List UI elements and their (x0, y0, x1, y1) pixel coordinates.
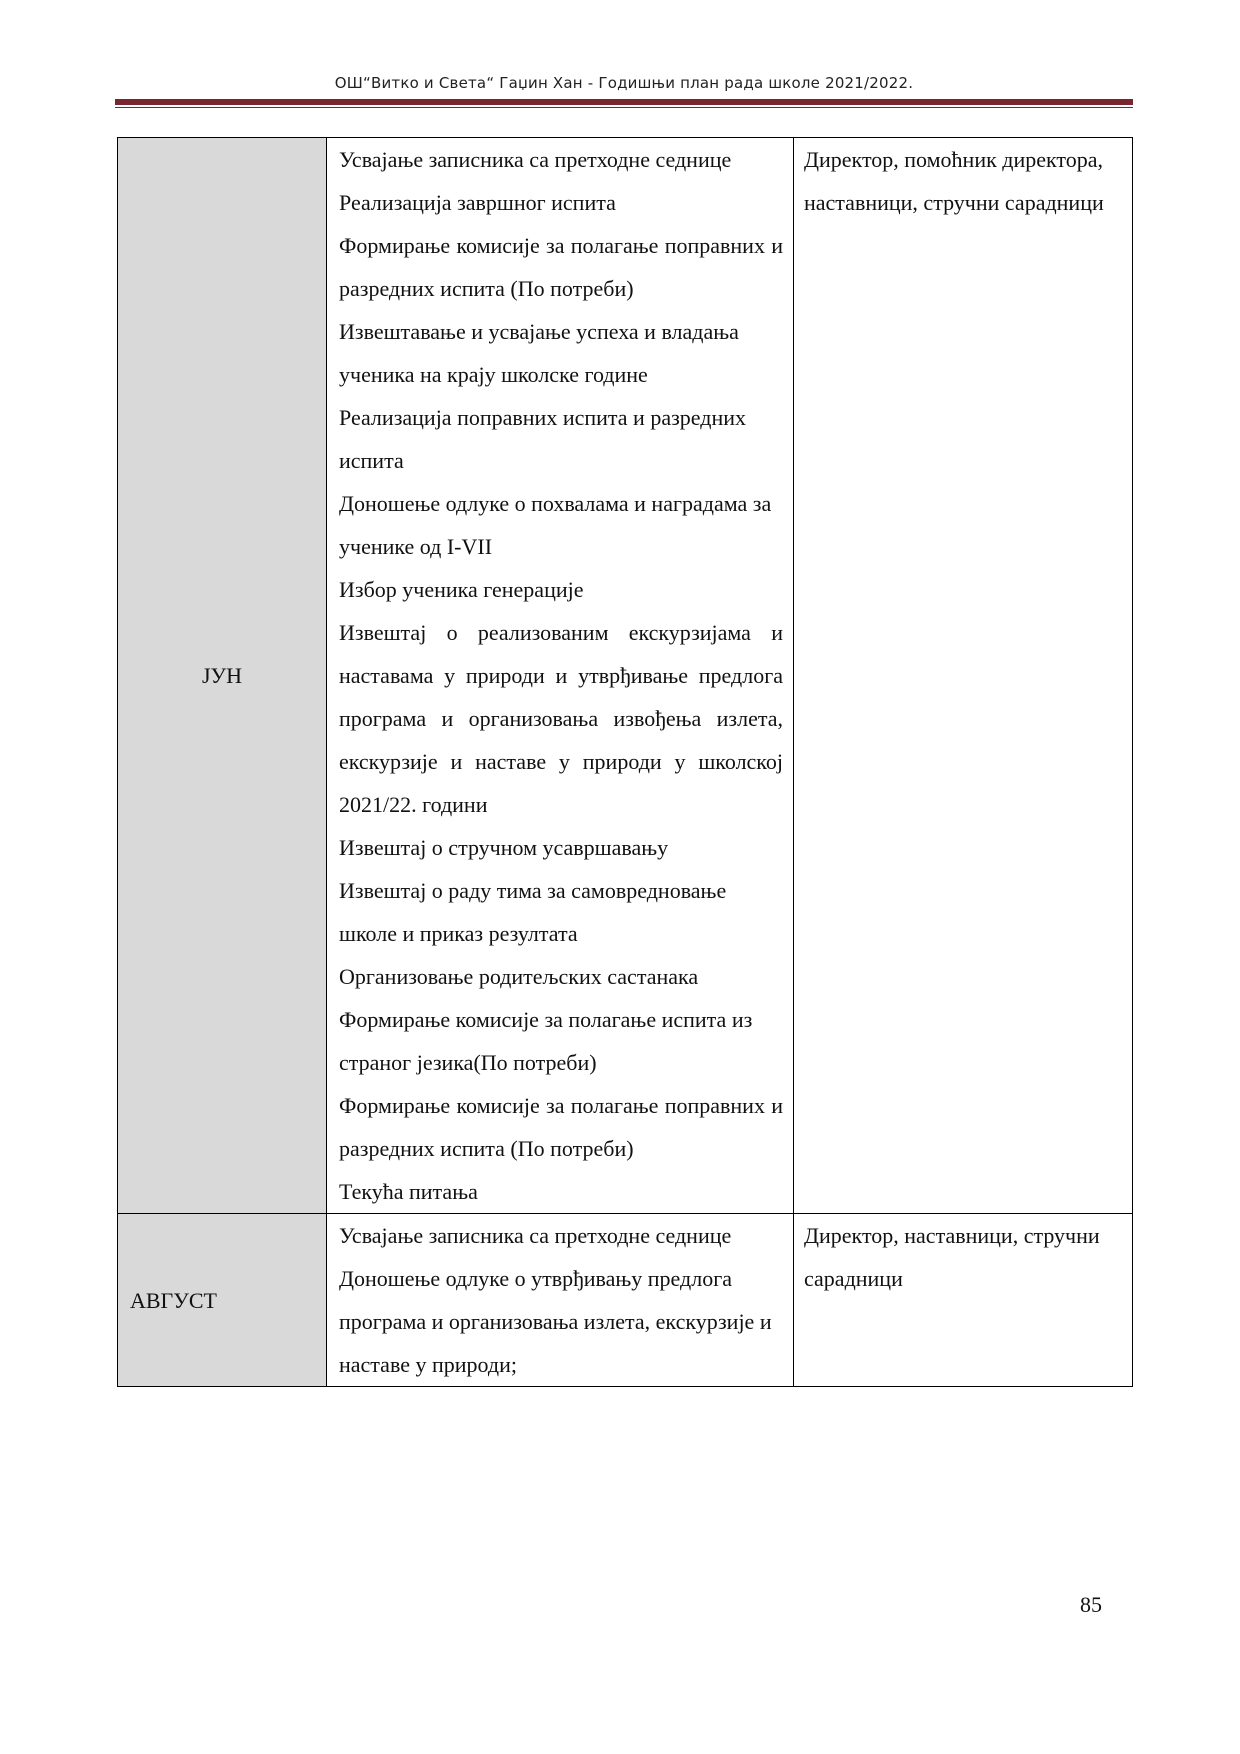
responsible-cell: Директор, помоћник директора, наставници, стручни сарадници (794, 138, 1133, 1214)
header-rule (115, 99, 1133, 105)
responsible-cell: Директор, наставници, стручни сарадници (794, 1214, 1133, 1387)
plan-table (117, 137, 1133, 1387)
list-item: Извештај о реализованим екскурзијама и наставама у природи и утврђивање предлога програма и организовања извођења излета, екскурзије и наставе у природи у школској 2021/22. години (339, 620, 783, 817)
list-item: Реализација завршног испита (339, 190, 616, 215)
header-rule-thin (115, 107, 1133, 108)
list-item: Доношење одлуке о похвалама и наградама за ученике од I-VII (339, 491, 772, 559)
month-cell: ЈУН (118, 138, 327, 1214)
list-item: Извештај о раду тима за самовредновање школе и приказ резултата (339, 878, 727, 946)
page-header: ОШ“Витко и Света“ Гаџин Хан - Годишњи план рада школе 2021/2022. (334, 74, 914, 92)
activities-cell (327, 138, 794, 1214)
list-item: Избор ученика генерације (339, 577, 584, 602)
list-item: Извештавање и усвајање успеха и владања ученика на крају школске године (339, 319, 739, 387)
list-item: Формирање комисије за полагање поправних и разредних испита (По потреби) (339, 1093, 783, 1161)
list-item: Формирање комисије за полагање испита из страног језика(По потреби) (339, 1007, 753, 1075)
list-item: Доношење одлуке о утврђивању предлога програма и организовања излета, екскурзије и наставе у природи; (339, 1266, 772, 1377)
page-number: 85 (1080, 1592, 1102, 1617)
list-item: Организовање родитељских састанака (339, 964, 699, 989)
list-item: Извештај о стручном усавршавању (339, 835, 669, 860)
list-item: Текућа питања (339, 1179, 478, 1204)
activities-cell (327, 1214, 794, 1387)
list-item: Формирање комисије за полагање поправних и разредних испита (По потреби) (339, 233, 783, 301)
list-item: Усвајање записника са претходне седнице (339, 1223, 732, 1248)
table-row (118, 138, 1133, 1214)
list-item: Усвајање записника са претходне седнице (339, 147, 732, 172)
list-item: Реализација поправних испита и разредних испита (339, 405, 746, 473)
month-cell: АВГУСТ (118, 1214, 327, 1387)
table-row (118, 1214, 1133, 1387)
